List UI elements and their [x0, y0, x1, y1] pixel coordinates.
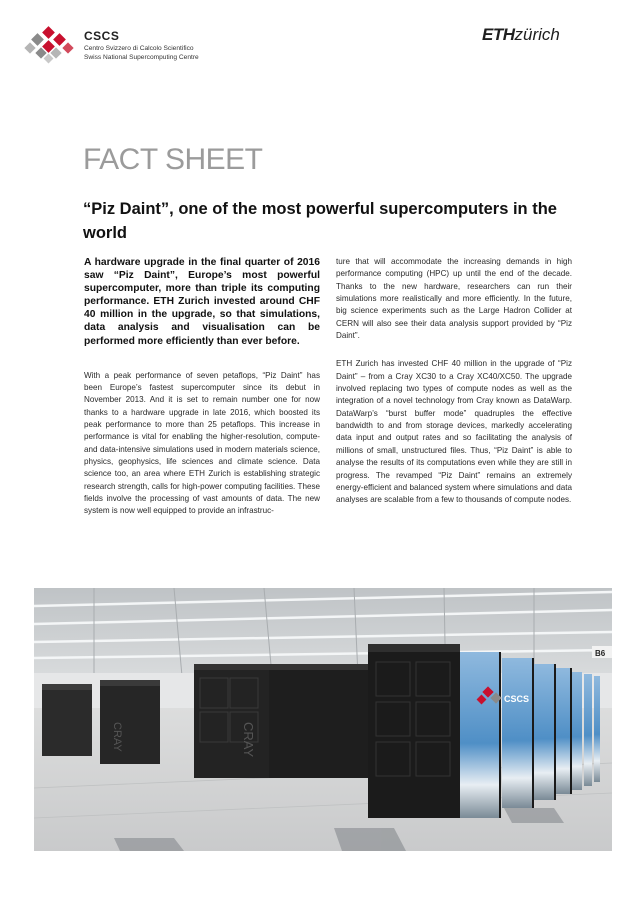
- supercomputer-photo: [34, 588, 612, 851]
- right-column: [336, 256, 572, 507]
- wall-sign: B6: [595, 649, 606, 658]
- eth-logo-italic: zürich: [514, 25, 560, 44]
- cscs-logo: [24, 26, 76, 66]
- org-name-english: Swiss National Supercomputing Centre: [84, 54, 199, 61]
- cray-label-middle: CRAY: [241, 722, 256, 758]
- cray-label-left: CRAY: [111, 722, 123, 752]
- eth-logo-bold: ETH: [482, 25, 515, 44]
- left-column: [84, 256, 320, 518]
- logo-diamonds: [24, 26, 73, 63]
- body-paragraph-left: With a peak performance of seven petaflops, “Piz Daint” has been Europe’s fastest supercomputer since its debut in November 2013. And it is set to remain number one for now thanks to a hardware upgrade in late 2016, which boosted its peak performance to more than 25 petaflops. This increase in performance is vital for enabling the higher-resolution, compute- and data-intensive simulations used in modern materials science, physics, geophysics, life sciences and climate science. Data science too, an area where ETH Zurich is establishing strategic research strength, calls for high-power computing facilities. These fields involve the processing of vast amounts of data. The new system is now well equipped to provide an infrastruc-: [84, 370, 320, 516]
- org-name: CSCS: [84, 29, 120, 43]
- body-paragraph-right-2: ETH Zurich has invested CHF 40 million in the upgrade of “Piz Daint” – from a Cray XC30 to a Cray XC40/XC50. The upgrade involved replacing two types of compute nodes as well as the integration of a novel technology from Cray known as DataWarp. DataWarp’s “burst buffer mode” quadruples the effective bandwidth to and from storage devices, markedly accelerating data input and output rates and so facilitating the analysis of millions of small, unstructured files. Thus, “Piz Daint” is able to analyse the results of its computations even while they are still in progress. The revamped “Piz Daint” remains an extremely energy-efficient and balanced system where simulations and data analyses are scalable from a few to thousands of compute nodes.: [336, 359, 572, 505]
- eth-zurich-logo: [482, 25, 560, 45]
- panel-cscs-text: CSCS: [504, 694, 530, 704]
- headline: “Piz Daint”, one of the most powerful supercomputers in the world: [83, 200, 557, 242]
- body-paragraph-right-1: ture that will accommodate the increasing demands in high performance computing (HPC) up until the end of the decade. Thanks to the new hardware, researchers can run their simulations more realistically and more efficiently. In the future, big science experiments such as the Large Hadron Collider at CERN will also see their data analysis support provided by “Piz Daint”.: [336, 257, 572, 341]
- lead-paragraph: A hardware upgrade in the final quarter of 2016 saw “Piz Daint”, Europe’s most powerful supercomputer, more than triple its computing performance. ETH Zurich invested around CHF 40 million in the upgrade, so that simulations, data analysis and visualisation can be performed more efficiently than ever before.: [84, 257, 320, 347]
- org-name-italian: Centro Svizzero di Calcolo Scientifico: [84, 45, 194, 52]
- document-label: FACT SHEET: [83, 143, 263, 176]
